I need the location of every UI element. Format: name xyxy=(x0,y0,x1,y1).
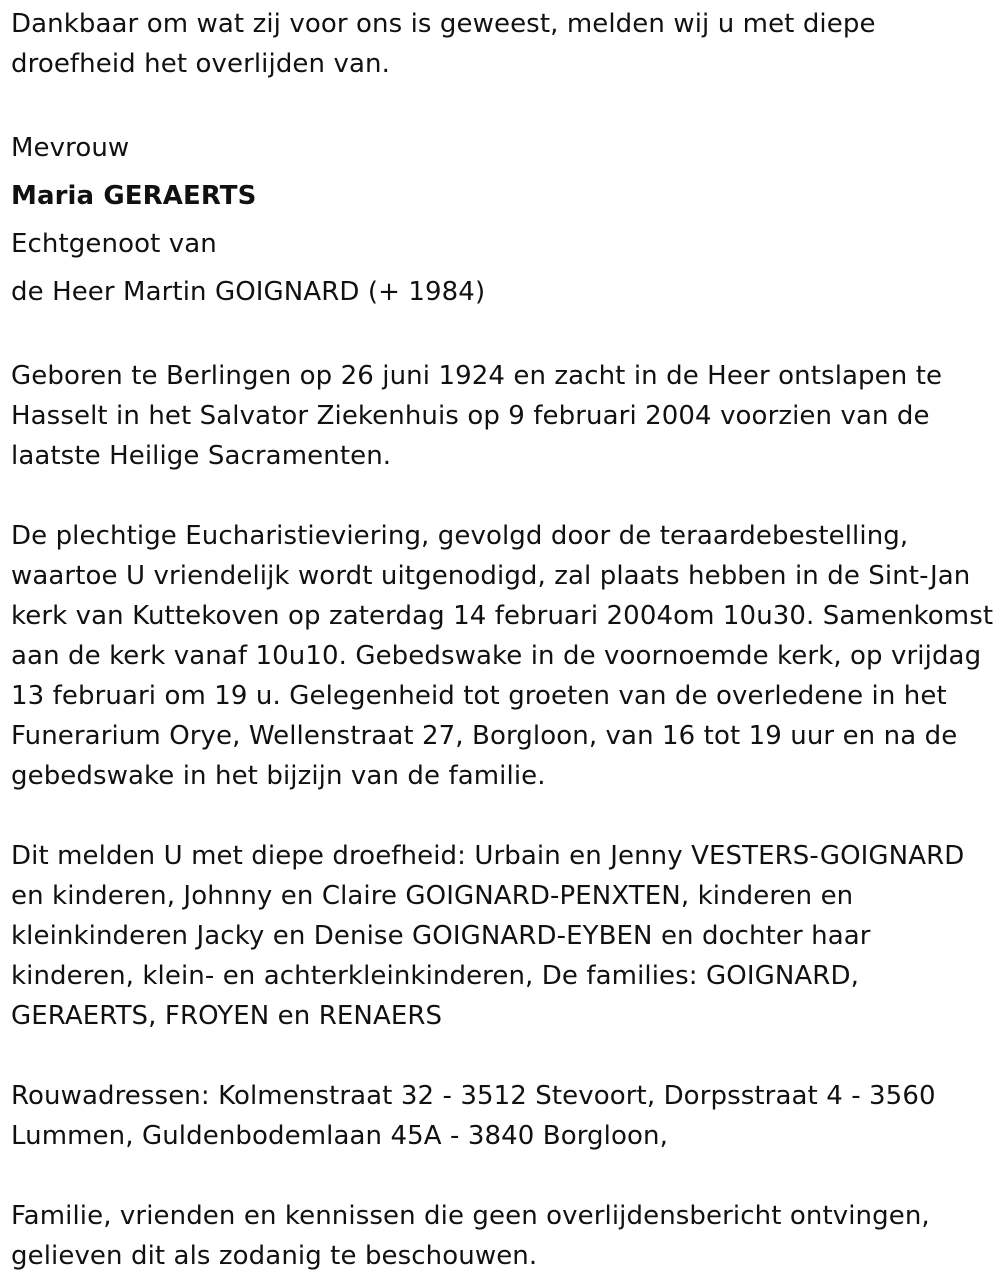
closing-paragraph: Familie, vrienden en kennissen die geen overlijdensbericht ontvingen, gelieven dit als zodanig te beschouwen. xyxy=(11,1201,930,1271)
addresses-paragraph: Rouwadressen: Kolmenstraat 32 - 3512 Stevoort, Dorpsstraat 4 - 3560 Lummen, Guldenbodemlaan 45A - 3840 Borgloon, xyxy=(11,1081,936,1151)
obituary-document xyxy=(11,4,996,1276)
birth-death-paragraph: Geboren te Berlingen op 26 juni 1924 en zacht in de Heer ontslapen te Hasselt in het Salvator Ziekenhuis op 9 februari 2004 voorzien van de laatste Heilige Sacramenten. xyxy=(11,361,943,471)
person-name: Maria GERAERTS xyxy=(11,181,257,211)
family-paragraph: Dit melden U met diepe droefheid: Urbain en Jenny VESTERS-GOIGNARD en kinderen, Johnny en Claire GOIGNARD-PENXTEN, kinderen en kleinkinderen Jacky en Denise GOIGNARD-EYBEN en dochter haar kinderen, klein- en achterkleinkinderen, De families: GOIGNARD, GERAERTS, FROYEN en RENAERS xyxy=(11,841,965,1031)
ceremony-paragraph: De plechtige Eucharistieviering, gevolgd door de teraardebestelling, waartoe U vriendelijk wordt uitgenodigd, zal plaats hebben in de Sint-Jan kerk van Kuttekoven op zaterdag 14 februari 2004om 10u30. Samenkomst aan de kerk vanaf 10u10. Gebedswake in de voornoemde kerk, op vrijdag 13 februari om 19 u. Gelegenheid tot groeten van de overledene in het Funerarium Orye, Wellenstraat 27, Borgloon, van 16 tot 19 uur en na de gebedswake in het bijzijn van de familie. xyxy=(11,521,994,791)
person-title: Mevrouw xyxy=(11,133,130,163)
intro-paragraph: Dankbaar om wat zij voor ons is geweest, melden wij u met diepe droefheid het overlijden van. xyxy=(11,9,876,79)
spouse-name: de Heer Martin GOIGNARD (+ 1984) xyxy=(11,277,486,307)
relation-label: Echtgenoot van xyxy=(11,229,217,259)
